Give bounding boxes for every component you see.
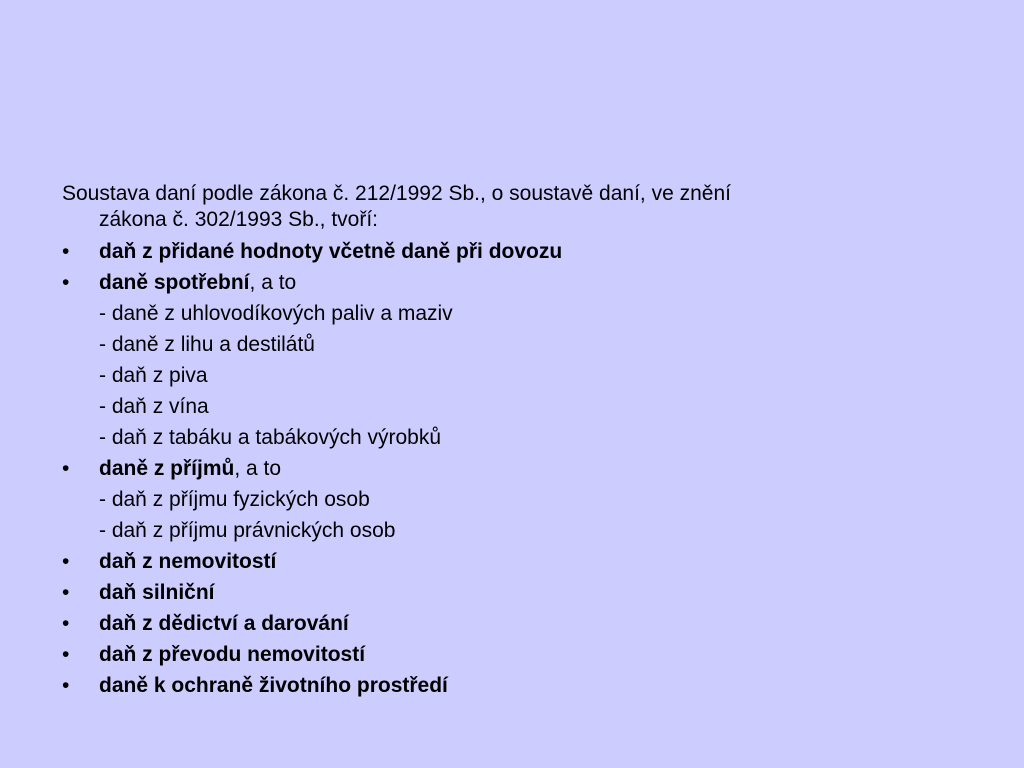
list-item xyxy=(62,453,962,484)
item-bold-text: daň z přidané hodnoty včetně daně při dovozu xyxy=(99,240,563,263)
item-bold-text: daň z dědictví a darování xyxy=(99,612,349,635)
item-bold-text: daně k ochraně životního prostředí xyxy=(99,674,448,697)
list-item xyxy=(62,267,962,298)
sub-list-item: - daně z uhlovodíkových paliv a maziv xyxy=(99,302,453,325)
list-item xyxy=(62,577,962,608)
list-item xyxy=(62,236,962,267)
item-bold-text: daně spotřební xyxy=(99,271,250,294)
item-bold-text: daň z převodu nemovitostí xyxy=(99,643,366,666)
item-text: , a to xyxy=(249,271,297,294)
bullet-icon: • xyxy=(62,643,70,666)
sub-list-item: - daň z vína xyxy=(99,395,209,418)
sub-list-item: - daň z příjmu fyzických osob xyxy=(99,488,370,511)
item-bold-text: daň z nemovitostí xyxy=(99,550,277,573)
bullet-icon: • xyxy=(62,674,70,697)
sub-list-item: - daně z lihu a destilátů xyxy=(99,333,315,356)
intro-line-2: zákona č. 302/1993 Sb., tvoří: xyxy=(99,208,379,231)
list-item xyxy=(62,670,962,701)
bullet-icon: • xyxy=(62,612,70,635)
sub-list-item: - daň z piva xyxy=(99,364,208,387)
intro-paragraph xyxy=(62,181,962,233)
list-item xyxy=(62,546,962,577)
item-bold-text: daň silniční xyxy=(99,581,215,604)
bullet-icon: • xyxy=(62,457,70,480)
sub-list-item: - daň z tabáku a tabákových výrobků xyxy=(99,426,442,449)
sub-list-item: - daň z příjmu právnických osob xyxy=(99,519,396,542)
slide-content xyxy=(62,181,962,701)
bullet-icon: • xyxy=(62,240,70,263)
list-item xyxy=(62,608,962,639)
intro-line-1: Soustava daní podle zákona č. 212/1992 Sb., o soustavě daní, ve znění xyxy=(62,182,731,205)
bullet-icon: • xyxy=(62,581,70,604)
bullet-icon: • xyxy=(62,550,70,573)
bullet-icon: • xyxy=(62,271,70,294)
list-item xyxy=(62,639,962,670)
item-bold-text: daně z příjmů xyxy=(99,457,235,480)
item-text: , a to xyxy=(234,457,282,480)
